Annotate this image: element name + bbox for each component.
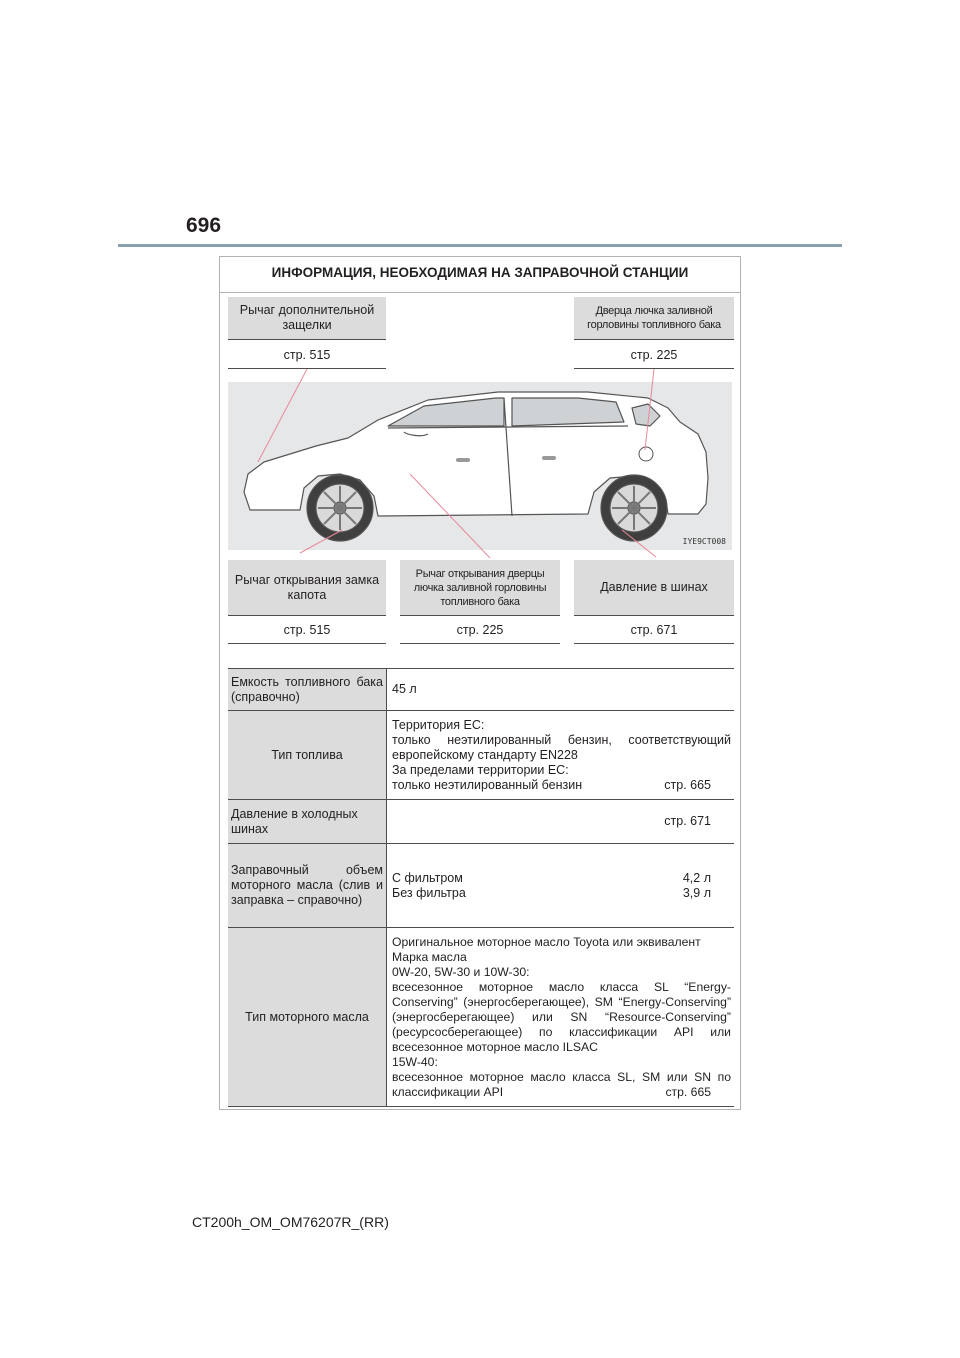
- spec-label-cold-tire: Давление в холодных шинах: [228, 800, 387, 844]
- callout-aux-latch-label: Рычаг дополнительной защелки: [228, 297, 386, 340]
- oil-type-line4: всесезонное моторное масло класса SL “Energy-Conserving” (энергосберегающее), SM “Energy-Conserving” (энергосберегающее) или SN “Resource-Conserving” (ресурсосберегающее) по классификации API или всесезонное моторное масло ILSAC: [392, 979, 731, 1054]
- fuel-type-line4: только неэтилированный бензин: [392, 777, 583, 792]
- oil-type-line6-text: всесезонное моторное масло класса SL, SM или SN по классификации API: [392, 1069, 731, 1099]
- oil-without-filter-row: [392, 886, 731, 901]
- table-row: [228, 669, 734, 711]
- oil-with-filter-value: 4,2 л: [682, 870, 711, 885]
- callout-hood-lever-page: стр. 515: [228, 616, 386, 644]
- door-handle-icon: [456, 458, 470, 462]
- callout-aux-latch-page: стр. 515: [228, 341, 386, 369]
- title-divider: [220, 292, 740, 293]
- oil-with-filter-row: [392, 871, 731, 886]
- callout-fuel-door-label: Дверца лючка заливной горловины топливного бака: [574, 297, 734, 340]
- table-row: [228, 928, 734, 1107]
- spec-value-fuel-type: [387, 711, 735, 800]
- spec-label-oil-capacity: Заправочный объем моторного масла (слив и заправка – справочно): [228, 844, 387, 928]
- oil-type-line2: Марка масла: [392, 949, 467, 964]
- table-row: [228, 711, 734, 800]
- spec-value-fuel-capacity: 45 л: [387, 669, 735, 711]
- specs-table: [228, 668, 734, 1107]
- panel-title: ИНФОРМАЦИЯ, НЕОБХОДИМАЯ НА ЗАПРАВОЧНОЙ СТАНЦИИ: [271, 265, 689, 280]
- spec-value-oil-capacity: [387, 844, 735, 928]
- callout-fuel-door-opener-page: стр. 225: [400, 616, 560, 644]
- callout-tire-pressure-page: стр. 671: [574, 616, 734, 644]
- oil-type-line1: Оригинальное моторное масло Toyota или эквивалент: [392, 934, 701, 949]
- callout-tire-pressure-label: Давление в шинах: [574, 560, 734, 616]
- fuel-type-line2: только неэтилированный бензин, соответствующий европейскому стандарту EN228: [392, 732, 731, 762]
- spec-value-cold-tire: стр. 671: [387, 800, 735, 844]
- fuel-type-line1: Территория ЕС:: [392, 717, 485, 732]
- spec-label-fuel-type: Тип топлива: [228, 711, 387, 800]
- callout-hood-lever-label: Рычаг открывания замка капота: [228, 560, 386, 616]
- oil-without-filter-label: Без фильтра: [392, 885, 466, 900]
- spec-label-oil-type: Тип моторного масла: [228, 928, 387, 1107]
- fuel-type-ref: стр. 665: [664, 777, 711, 792]
- fuel-type-last-line: [392, 778, 731, 793]
- car-illustration: [228, 382, 732, 550]
- oil-type-line6: [392, 1070, 731, 1100]
- oil-without-filter-value: 3,9 л: [682, 885, 711, 900]
- page-number: 696: [186, 214, 222, 237]
- image-code: IYE9CT008: [682, 537, 726, 546]
- rear-door-handle-icon: [542, 456, 556, 460]
- fuel-type-line3: За пределами территории ЕС:: [392, 762, 569, 777]
- callout-fuel-door-opener-label: Рычаг открывания дверцы лючка заливной горловины топливного бака: [400, 560, 560, 616]
- footer-code: CT200h_OM_OM76207R_(RR): [192, 1214, 389, 1230]
- oil-with-filter-label: С фильтром: [392, 870, 463, 885]
- callout-fuel-door-page: стр. 225: [574, 341, 734, 369]
- oil-type-ref: стр. 665: [665, 1084, 711, 1099]
- car-side-view: [228, 382, 732, 550]
- spec-label-fuel-capacity: Емкость топливного бака (справочно): [228, 669, 387, 711]
- header-rule: [118, 244, 842, 247]
- table-row: [228, 800, 734, 844]
- oil-type-line5: 15W-40:: [392, 1054, 438, 1069]
- table-row: [228, 844, 734, 928]
- spec-value-oil-type: [387, 928, 735, 1107]
- fuel-door-icon: [639, 447, 653, 461]
- oil-type-line3: 0W-20, 5W-30 и 10W-30:: [392, 964, 530, 979]
